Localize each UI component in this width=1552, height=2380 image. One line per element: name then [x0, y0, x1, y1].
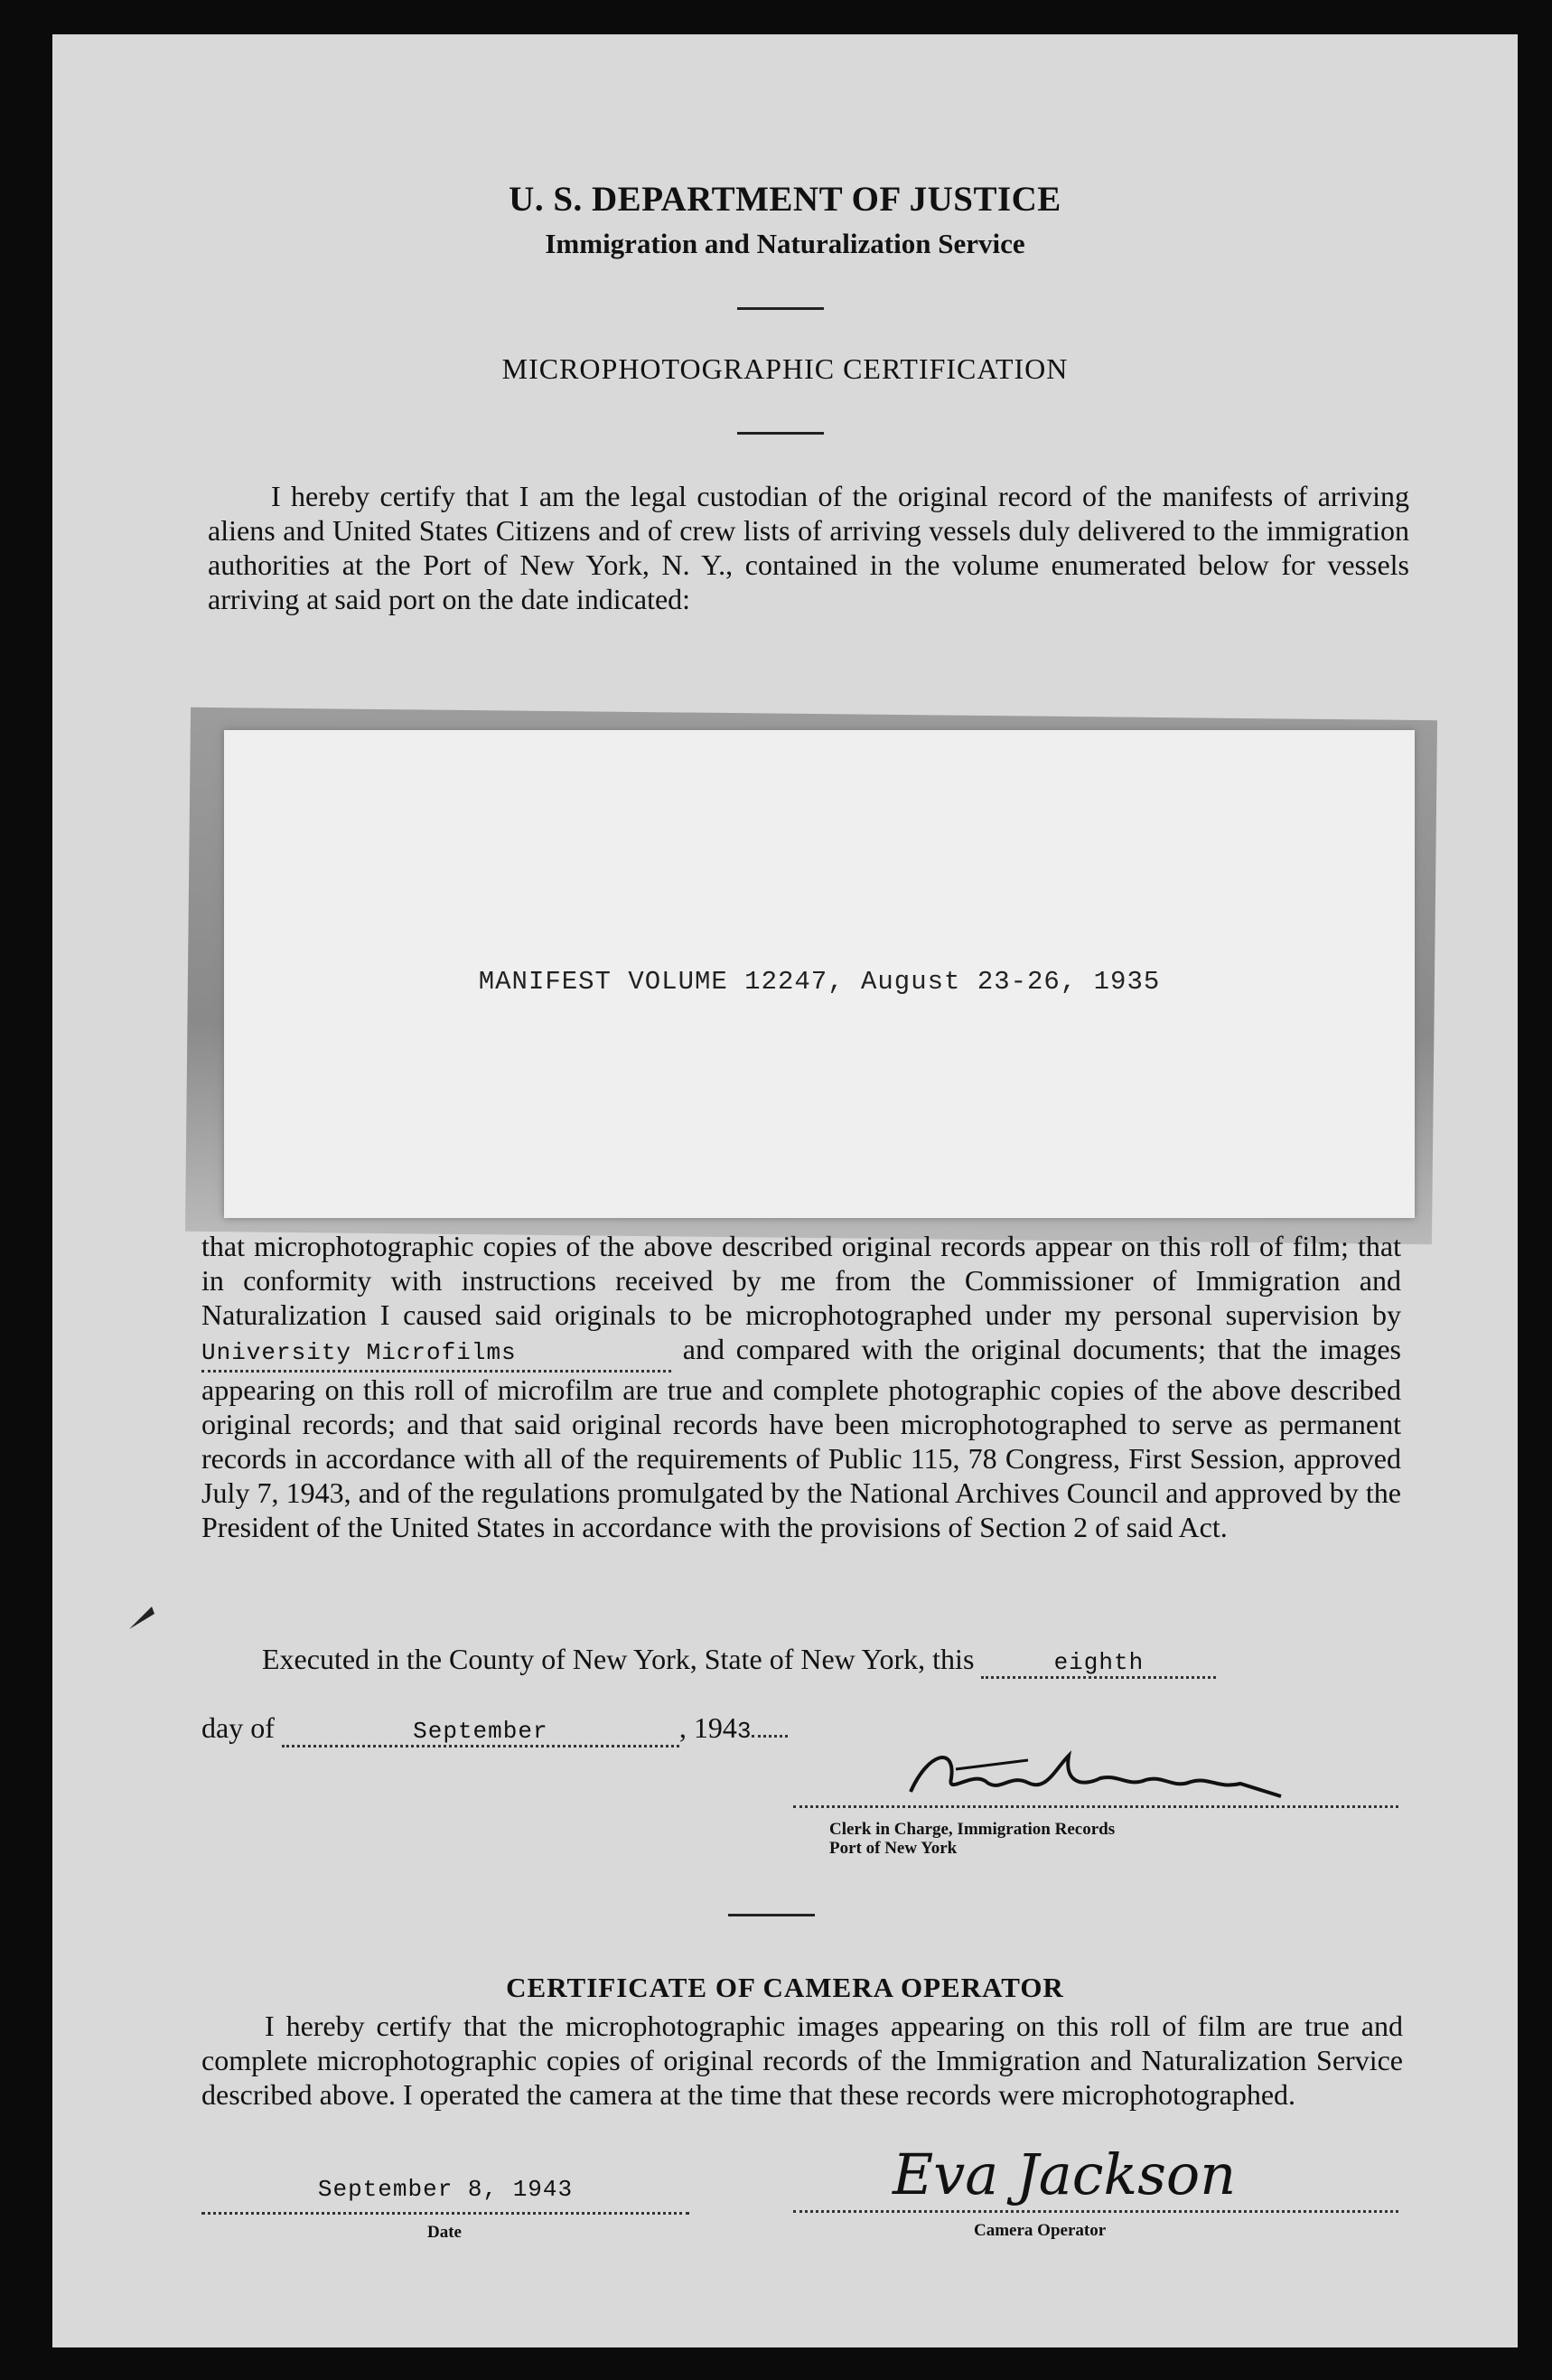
divider — [737, 307, 824, 310]
margin-mark-shape — [125, 1598, 161, 1634]
certificate-sheet — [52, 34, 1518, 2347]
body-text-part2: and compared with the original documents; that the images appearing on this roll of microfilm are true and complete photographic copies of the above described original records; and that said original records have been microphotographed to serve as permanent records in accordance with all of the requirements of Public 115, 78 Congress, First Session, approved July 7, 1943, and of the regulations promulgated by the National Archives Council and approved by the President of the United States in accordance with the provisions of Section 2 of said Act. — [201, 1333, 1402, 1543]
operator-signature-line — [793, 2210, 1398, 2213]
month-value: September — [413, 1718, 548, 1745]
company-field — [201, 1332, 671, 1373]
operator-text: I hereby certify that the microphotographic images appearing on this roll of film are true and complete microphotographic copies of original records of the Immigration and Naturalization Service described above. I operated the camera at the time that these records were microphotographed. — [201, 2010, 1403, 2111]
operator-signature — [884, 2131, 1299, 2212]
operator-signature-text: Eva Jackson — [893, 2141, 1237, 2207]
day-value: eighth — [1053, 1649, 1145, 1676]
certification-title: MICROPHOTOGRAPHIC CERTIFICATION — [501, 352, 1069, 385]
execution-line — [262, 1643, 1216, 1679]
department-heading: U. S. DEPARTMENT OF JUSTICE — [509, 180, 1061, 219]
intro-text: I hereby certify that I am the legal custodian of the original record of the manifests of arriving aliens and United States Citizens and of crew lists of arriving vessels duly delivered to the immigration authorities at the Port of New York, N. Y., contained in the volume enumerated below for vessels arriving at said port on the date indicated: — [208, 480, 1409, 615]
clerk-title: Clerk in Charge, Immigration Records — [829, 1820, 1116, 1839]
date-label: Date — [427, 2223, 462, 2242]
year-prefix: , 194 — [678, 1711, 737, 1744]
volume-label: MANIFEST VOLUME 12247, August 23-26, 1935 — [478, 967, 1161, 997]
service-subheading: Immigration and Naturalization Service — [545, 228, 1025, 259]
day-of-label: day of — [201, 1711, 275, 1744]
signature-line — [793, 1805, 1398, 1808]
year-dots — [752, 1735, 788, 1738]
date-line — [201, 1711, 788, 1748]
volume-clipping — [224, 730, 1415, 1218]
divider — [728, 1914, 815, 1916]
clerk-signature — [902, 1742, 1290, 1805]
clerk-port: Port of New York — [829, 1839, 958, 1858]
operator-label: Camera Operator — [974, 2221, 1107, 2240]
intro-paragraph — [208, 479, 1409, 616]
body-paragraph — [201, 1229, 1401, 1544]
execution-prefix: Executed in the County of New York, State of New York, this — [262, 1643, 975, 1675]
date-value: September 8, 1943 — [317, 2176, 574, 2203]
operator-paragraph — [201, 2009, 1403, 2112]
margin-mark — [125, 1598, 161, 1642]
company-value: University Microfilms — [201, 1339, 517, 1366]
year-suffix: 3 — [736, 1718, 753, 1745]
month-field — [282, 1711, 679, 1748]
date-block — [201, 2176, 689, 2242]
divider — [737, 432, 824, 435]
date-field — [201, 2176, 689, 2215]
day-field — [981, 1643, 1216, 1679]
body-text-part1: that microphotographic copies of the above described original records appear on this roll of film; that in conformity with instructions received by me from the Commissioner of Immigration and Naturalization I caused said originals to be microphotographed under my personal supervision by — [201, 1230, 1401, 1331]
operator-certificate-title: CERTIFICATE OF CAMERA OPERATOR — [506, 1972, 1064, 2003]
